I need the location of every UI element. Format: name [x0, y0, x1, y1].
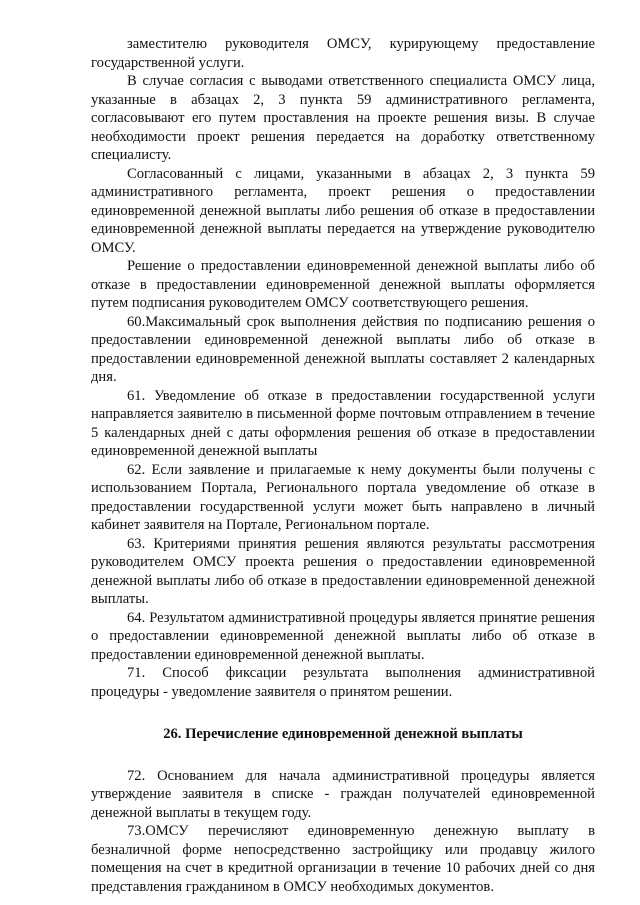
paragraph: 63. Критериями принятия решения являются результаты рассмотрения руководителем ОМСУ проекта решения о предоставлении единовременной денежной выплаты либо об отказе в предоставлении единовременной денежной выплаты.	[91, 535, 595, 607]
paragraph: 60.Максимальный срок выполнения действия по подписанию решения о предоставлении единовременной денежной выплаты либо об отказе в предоставлении единовременной денежной выплаты составляет 2 календарных дня.	[91, 313, 595, 385]
paragraph: Решение о предоставлении единовременной денежной выплаты либо об отказе в предоставлении единовременной денежной выплаты оформляется путем подписания руководителем ОМСУ соответствующего решения.	[91, 258, 595, 311]
section-heading: 26. Перечисление единовременной денежной выплаты	[163, 726, 523, 742]
paragraph: 62. Если заявление и прилагаемые к нему документы были получены с использованием Портала, Регионального портала уведомление об отказе в предоставлении государственной услуги может быть направлено в личный кабинет заявителя на Портале, Региональном портале.	[91, 461, 595, 533]
document-page	[91, 35, 595, 896]
paragraph: Согласованный с лицами, указанными в абзацах 2, 3 пункта 59 административного регламента, проект решения о предоставлении единовременной денежной выплаты либо решения об отказе в предоставлении единовременной денежной выплаты передается на утверждение руководителю ОМСУ.	[91, 165, 595, 256]
paragraph: заместителю руководителя ОМСУ, курирующему предоставление государственной услуги.	[91, 36, 595, 71]
paragraph: В случае согласия с выводами ответственного специалиста ОМСУ лица, указанные в абзацах 2, 3 пункта 59 административного регламента, согласовывают его путем проставления на проекте решения визы. В случае необходимости проект решения передается на доработку ответственному специалисту.	[91, 73, 595, 163]
paragraph: 73.ОМСУ перечисляют единовременную денежную выплату в безналичной форме непосредственно застройщику или продавцу жилого помещения на счет в кредитной организации в течение 10 рабочих дней со дня представления гражданином в ОМСУ необходимых документов.	[91, 823, 595, 895]
paragraph: 71. Способ фиксации результата выполнения административной процедуры - уведомление заявителя о принятом решении.	[91, 665, 595, 700]
paragraph: 72. Основанием для начала административной процедуры является утверждение заявителя в списке - граждан получателей единовременной денежной выплаты в текущем году.	[91, 767, 595, 821]
paragraph: 61. Уведомление об отказе в предоставлении государственной услуги направляется заявителю в письменной форме почтовым отправлением в течение 5 календарных дней с даты оформления решения об отказе в предоставлении единовременной денежной выплаты	[91, 387, 595, 459]
paragraph: 64. Результатом административной процедуры является принятие решения о предоставлении единовременной денежной выплаты либо об отказе в предоставлении единовременной денежной выплаты.	[91, 609, 595, 663]
